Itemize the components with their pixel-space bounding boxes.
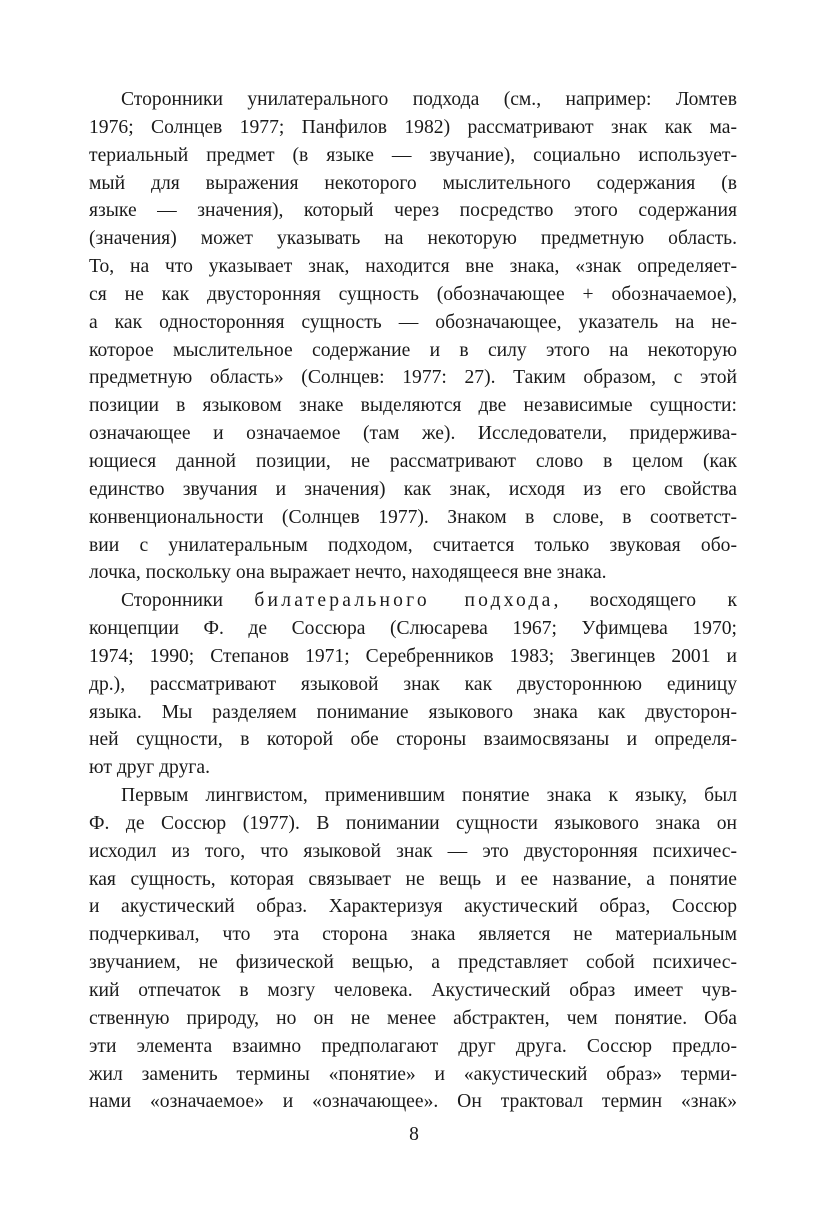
- text-line: языке — значения), который через посредство этого содержания: [89, 200, 737, 222]
- text-line: конвенциональности (Солнцев 1977). Знаком в слове, в соответст-: [89, 506, 737, 528]
- text-line: [89, 587, 737, 615]
- text-line: исходил из того, что языковой знак — это двусторонняя психичес-: [89, 840, 737, 862]
- text-line: предметную область» (Солнцев: 1977: 27). Таким образом, с этой: [89, 367, 737, 389]
- text-line: мый для выражения некоторого мыслительного содержания (в: [89, 172, 737, 194]
- text-line: Ф. де Соссюр (1977). В понимании сущности языкового знака он: [89, 812, 737, 834]
- text-line: ся не как двусторонняя сущность (обозначающее + обозначаемое),: [89, 283, 737, 305]
- text-line: кая сущность, которая связывает не вещь и ее название, а понятие: [89, 868, 737, 890]
- paragraph-2: [89, 587, 737, 782]
- text-line: 1974; 1990; Степанов 1971; Серебренников 1983; Звегинцев 2001 и: [89, 645, 737, 667]
- text-line: вии с унилатеральным подходом, считается только звуковая обо-: [89, 534, 737, 556]
- text-line: кий отпечаток в мозгу человека. Акустический образ имеет чув-: [89, 980, 737, 1001]
- text-line: позиции в языковом знаке выделяются две независимые сущности:: [89, 395, 737, 417]
- text-line: териальный предмет (в языке — звучание), социально использует-: [89, 144, 737, 166]
- text-line: Первым лингвистом, применившим понятие знака к языку, был: [121, 785, 737, 807]
- text-line: нами «означаемое» и «означающее». Он трактовал термин «знак»: [89, 1091, 737, 1113]
- text-line: ней сущности, в которой обе стороны взаимосвязаны и определя-: [89, 729, 737, 751]
- text-run: , восходящего к: [553, 590, 738, 612]
- text-line: (значения) может указывать на некоторую предметную область.: [89, 228, 737, 250]
- page-body: [89, 86, 737, 1116]
- text-line: ющиеся данной позиции, не рассматривают слово в целом (как: [89, 450, 737, 472]
- page-number: 8: [409, 1124, 419, 1145]
- text-run: Сторонники: [121, 590, 255, 612]
- text-line: ют друг друга.: [89, 757, 211, 779]
- text-line: единство звучания и значения) как знак, исходя из его свойства: [89, 478, 737, 500]
- text-line: подчеркивал, что эта сторона знака является не материальным: [89, 924, 737, 946]
- text-line: лочка, поскольку она выражает нечто, находящееся вне знака.: [89, 562, 607, 584]
- text-line: Сторонники унилатерального подхода (см., например: Ломтев: [121, 89, 737, 110]
- paragraph-3: [89, 782, 737, 1116]
- text-line: др.), рассматривают языковой знак как двустороннюю единицу: [89, 673, 737, 695]
- text-line: звучанием, не физической вещью, а представляет собой психичес-: [89, 952, 737, 974]
- text-line: языка. Мы разделяем понимание языкового знака как двусторон-: [89, 701, 737, 723]
- text-line: То, на что указывает знак, находится вне знака, «знак определяет-: [89, 256, 737, 278]
- text-line: а как односторонняя сущность — обозначающее, указатель на не-: [89, 311, 737, 333]
- text-line: и акустический образ. Характеризуя акустический образ, Соссюр: [89, 896, 737, 918]
- spaced-emphasis-term: билатерального подхода: [254, 590, 554, 612]
- text-line: означающее и означаемое (там же). Исследователи, придержива-: [89, 423, 737, 445]
- text-line: которое мыслительное содержание и в силу этого на некоторую: [89, 339, 737, 361]
- text-line: жил заменить термины «понятие» и «акустический образ» терми-: [89, 1063, 737, 1085]
- text-line: концепции Ф. де Соссюра (Слюсарева 1967; Уфимцева 1970;: [89, 618, 737, 640]
- text-line: ственную природу, но он не менее абстрактен, чем понятие. Оба: [89, 1007, 737, 1029]
- text-line: 1976; Солнцев 1977; Панфилов 1982) рассматривают знак как ма-: [89, 116, 737, 138]
- paragraph-1: [89, 86, 737, 587]
- text-line: эти элемента взаимно предполагают друг друга. Соссюр предло-: [89, 1035, 737, 1057]
